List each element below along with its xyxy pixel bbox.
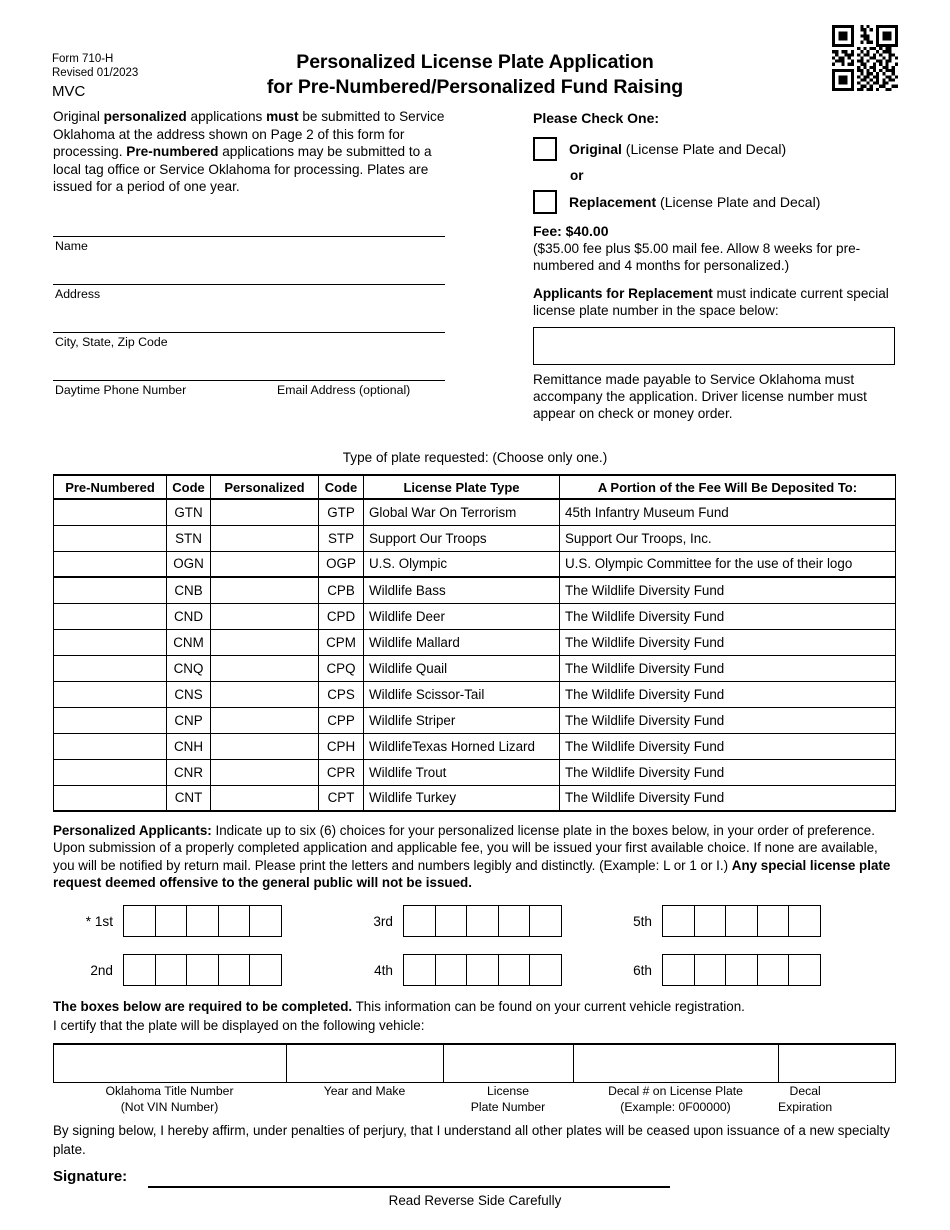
choice-label-3rd: 3rd — [373, 913, 393, 929]
caption-decal-expiration-l1: Decal — [789, 1084, 821, 1098]
choice-character-cell[interactable] — [498, 954, 531, 986]
current-plate-number-input[interactable] — [533, 327, 895, 365]
choice-character-cell[interactable] — [662, 954, 695, 986]
caption-plate-number-l1: License — [486, 1084, 529, 1098]
caption-decal-number-l2: (Example: 0F00000) — [620, 1099, 731, 1114]
cell-pre-numbered[interactable] — [54, 733, 167, 759]
replacement-option-label — [569, 194, 820, 210]
qr-code-icon — [832, 25, 898, 91]
choice-character-cell[interactable] — [155, 954, 188, 986]
cell-plate-type: Support Our Troops — [364, 525, 560, 551]
choice-character-cell[interactable] — [249, 905, 282, 937]
signature-line[interactable] — [148, 1186, 670, 1188]
choice-character-cell[interactable] — [403, 954, 436, 986]
choice-character-cell[interactable] — [662, 905, 695, 937]
cell-code-2: GTP — [319, 499, 364, 525]
original-option-bold: Original — [569, 141, 622, 157]
replacement-option-rest: (License Plate and Decal) — [656, 194, 821, 210]
cell-plate-type: Wildlife Trout — [364, 759, 560, 785]
cell-fee-deposit: The Wildlife Diversity Fund — [560, 577, 896, 603]
table-row — [54, 707, 896, 733]
page-title-line2: for Pre-Numbered/Personalized Fund Raising — [266, 76, 684, 98]
read-reverse-notice: Read Reverse Side Carefully — [388, 1193, 562, 1208]
cell-plate-type: Global War On Terrorism — [364, 499, 560, 525]
cell-personalized[interactable] — [211, 577, 319, 603]
personalized-applicants-paragraph — [53, 822, 898, 892]
choice-character-cell[interactable] — [249, 954, 282, 986]
applicant-fields — [53, 236, 445, 428]
table-row — [54, 733, 896, 759]
table-row — [54, 577, 896, 603]
cell-code-1: CNQ — [167, 655, 211, 681]
original-option-rest: (License Plate and Decal) — [621, 141, 787, 157]
cell-personalized[interactable] — [211, 551, 319, 577]
cell-pre-numbered[interactable] — [54, 707, 167, 733]
fee-label: Fee: $40.00 — [533, 223, 609, 239]
cell-plate-type: Wildlife Striper — [364, 707, 560, 733]
cell-code-2: OGP — [319, 551, 364, 577]
cell-pre-numbered[interactable] — [54, 681, 167, 707]
plate-type-table — [53, 474, 896, 812]
page-title — [160, 50, 790, 100]
title-number-input[interactable] — [54, 1044, 287, 1082]
choice-character-cell[interactable] — [466, 954, 499, 986]
cell-code-1: CND — [167, 603, 211, 629]
cell-code-1: STN — [167, 525, 211, 551]
header-personalized: Personalized — [211, 475, 319, 499]
choice-group-3rd — [343, 905, 608, 937]
vehicle-required-rest: This information can be found on your current vehicle registration. — [352, 999, 745, 1014]
original-checkbox[interactable] — [533, 137, 557, 161]
personalized-tail-bold: Any special license plate request deemed offensive to the general public will not be issued. — [53, 857, 891, 891]
choice-group-1st — [53, 905, 343, 937]
choice-character-cell[interactable] — [757, 954, 790, 986]
plate-number-input[interactable] — [444, 1044, 574, 1082]
cell-personalized[interactable] — [211, 499, 319, 525]
decal-expiration-input[interactable] — [779, 1044, 896, 1082]
choice-character-cell[interactable] — [466, 905, 499, 937]
plate-choice-boxes — [53, 905, 898, 1003]
choice-character-cell[interactable] — [155, 905, 188, 937]
vehicle-table-captions — [53, 1083, 896, 1115]
cell-personalized[interactable] — [211, 733, 319, 759]
cell-personalized[interactable] — [211, 525, 319, 551]
form-meta — [52, 52, 138, 102]
original-option-row[interactable] — [533, 137, 898, 161]
vehicle-required-paragraph — [53, 998, 898, 1035]
decal-number-input[interactable] — [574, 1044, 779, 1082]
cell-code-2: CPD — [319, 603, 364, 629]
cell-code-1: GTN — [167, 499, 211, 525]
cell-code-1: CNS — [167, 681, 211, 707]
email-address-label: Email Address (optional) — [277, 383, 411, 397]
agency-label: MVC — [52, 83, 86, 100]
cell-pre-numbered[interactable] — [54, 577, 167, 603]
caption-year-and-make — [286, 1083, 443, 1115]
replacement-notice-rest: must indicate current special license plate number in the space below: — [533, 285, 889, 319]
address-field-rule[interactable] — [53, 284, 445, 285]
caption-year-and-make-l1: Year and Make — [323, 1084, 406, 1098]
choice-label-4th: 4th — [374, 962, 393, 978]
choice-character-cell[interactable] — [529, 954, 562, 986]
daytime-phone-label: Daytime Phone Number — [55, 383, 187, 397]
table-row — [54, 629, 896, 655]
address-field-label: Address — [55, 287, 101, 301]
form-revised-date: Revised 01/2023 — [52, 67, 139, 79]
choice-character-cell[interactable] — [435, 954, 468, 986]
cell-personalized[interactable] — [211, 707, 319, 733]
choice-label-2nd: 2nd — [90, 962, 113, 978]
choice-character-cell[interactable] — [694, 905, 727, 937]
choice-label-6th: 6th — [633, 962, 652, 978]
plate-table-caption: Type of plate requested: (Choose only one.) — [342, 450, 608, 465]
cell-plate-type: Wildlife Turkey — [364, 785, 560, 811]
cell-personalized[interactable] — [211, 655, 319, 681]
table-row — [54, 525, 896, 551]
cell-fee-deposit: U.S. Olympic Committee for the use of their logo — [560, 551, 896, 577]
vehicle-required-line — [53, 998, 898, 1017]
choice-character-cell[interactable] — [725, 905, 758, 937]
choice-character-cell[interactable] — [498, 905, 531, 937]
phone-email-rule[interactable] — [53, 380, 445, 381]
choice-cells-3rd[interactable] — [403, 905, 562, 937]
check-one-panel — [533, 110, 898, 423]
choice-character-cell[interactable] — [725, 954, 758, 986]
cell-code-2: CPM — [319, 629, 364, 655]
city-state-zip-label: City, State, Zip Code — [55, 335, 168, 349]
cell-code-2: CPR — [319, 759, 364, 785]
form-number: Form 710-H — [52, 53, 114, 65]
header-code-1: Code — [167, 475, 211, 499]
choice-cells-1st[interactable] — [123, 905, 282, 937]
vehicle-info-table — [53, 1043, 896, 1083]
table-row — [54, 785, 896, 811]
choice-character-cell[interactable] — [403, 905, 436, 937]
caption-decal-number-l1: Decal # on License Plate — [608, 1084, 743, 1098]
header-pre-numbered: Pre-Numbered — [54, 475, 167, 499]
affirmation-paragraph: By signing below, I hereby affirm, under penalties of perjury, that I understand all other plates will be ceased upon issuance of a new specialty plate. — [53, 1123, 890, 1157]
cell-fee-deposit: Support Our Troops, Inc. — [560, 525, 896, 551]
choice-character-cell[interactable] — [435, 905, 468, 937]
caption-decal-number — [573, 1083, 778, 1115]
cell-fee-deposit: The Wildlife Diversity Fund — [560, 733, 896, 759]
choice-character-cell[interactable] — [788, 954, 821, 986]
caption-title-number-l2: (Not VIN Number) — [120, 1099, 219, 1114]
caption-decal-expiration-l2: Expiration — [778, 1099, 833, 1114]
cell-pre-numbered[interactable] — [54, 759, 167, 785]
cell-personalized[interactable] — [211, 759, 319, 785]
page-title-line1: Personalized License Plate Application — [296, 51, 654, 73]
choice-character-cell[interactable] — [186, 905, 219, 937]
cell-plate-type: Wildlife Mallard — [364, 629, 560, 655]
choice-group-5th — [608, 905, 821, 937]
cell-pre-numbered[interactable] — [54, 655, 167, 681]
cell-plate-type: U.S. Olympic — [364, 551, 560, 577]
plate-table-body — [54, 499, 896, 811]
choice-cells-6th[interactable] — [662, 954, 821, 986]
table-row — [54, 551, 896, 577]
cell-plate-type: Wildlife Deer — [364, 603, 560, 629]
replacement-option-bold: Replacement — [569, 194, 657, 210]
choice-character-cell[interactable] — [757, 905, 790, 937]
table-row — [54, 655, 896, 681]
caption-decal-expiration — [778, 1083, 832, 1115]
fee-detail: ($35.00 fee plus $5.00 mail fee. Allow 8 weeks for pre-numbered and 4 months for personalized.) — [533, 241, 861, 274]
original-option-label — [569, 141, 786, 157]
name-field-rule[interactable] — [53, 236, 445, 237]
cell-code-2: STP — [319, 525, 364, 551]
or-separator-label: or — [570, 168, 584, 183]
choice-cells-4th[interactable] — [403, 954, 562, 986]
personalized-body-text: Indicate up to six (6) choices for your personalized license plate in the boxes below, in your order of preference. Upon submission of a properly completed application and applicable fee, you will be issued your first available choice. If none are available, you will be notified by return mail. Please print the letters and numbers legibly and distinctly. (Example: L or 1 or I.) — [53, 823, 878, 873]
cell-plate-type: Wildlife Scissor-Tail — [364, 681, 560, 707]
choice-row-top — [53, 905, 898, 937]
choice-character-cell[interactable] — [529, 905, 562, 937]
cell-code-1: CNR — [167, 759, 211, 785]
choice-character-cell[interactable] — [186, 954, 219, 986]
remittance-notice: Remittance made payable to Service Oklahoma must accompany the application. Driver license number must appear on check or money order. — [533, 371, 867, 422]
cell-plate-type: Wildlife Bass — [364, 577, 560, 603]
cell-fee-deposit: The Wildlife Diversity Fund — [560, 655, 896, 681]
cell-fee-deposit: The Wildlife Diversity Fund — [560, 681, 896, 707]
name-field-label: Name — [55, 239, 88, 253]
cell-code-1: CNB — [167, 577, 211, 603]
choice-label-5th: 5th — [633, 913, 652, 929]
personalized-lead-bold: Personalized Applicants: — [53, 823, 212, 838]
cell-fee-deposit: 45th Infantry Museum Fund — [560, 499, 896, 525]
header-plate-type: License Plate Type — [364, 475, 560, 499]
cell-personalized[interactable] — [211, 785, 319, 811]
choice-group-2nd — [53, 954, 343, 986]
vehicle-required-bold: The boxes below are required to be completed. — [53, 999, 353, 1014]
check-one-title: Please Check One: — [533, 110, 660, 126]
header-code-2: Code — [319, 475, 364, 499]
address-field-row[interactable] — [53, 284, 445, 332]
cell-code-2: CPP — [319, 707, 364, 733]
caption-title-number — [53, 1083, 286, 1115]
cell-fee-deposit: The Wildlife Diversity Fund — [560, 759, 896, 785]
signature-label: Signature: — [53, 1168, 128, 1185]
choice-row-bottom — [53, 954, 898, 986]
phone-email-field-row[interactable] — [53, 380, 445, 428]
cell-pre-numbered[interactable] — [54, 525, 167, 551]
city-state-zip-field-row[interactable] — [53, 332, 445, 380]
cell-code-1: CNT — [167, 785, 211, 811]
cell-pre-numbered[interactable] — [54, 603, 167, 629]
choice-character-cell[interactable] — [123, 905, 156, 937]
choice-cells-5th[interactable] — [662, 905, 821, 937]
table-row — [54, 603, 896, 629]
cell-pre-numbered[interactable] — [54, 629, 167, 655]
cell-code-1: CNM — [167, 629, 211, 655]
cell-fee-deposit: The Wildlife Diversity Fund — [560, 603, 896, 629]
choice-character-cell[interactable] — [694, 954, 727, 986]
cell-pre-numbered[interactable] — [54, 499, 167, 525]
cell-code-2: CPB — [319, 577, 364, 603]
name-field-row[interactable] — [53, 236, 445, 284]
cell-pre-numbered[interactable] — [54, 551, 167, 577]
caption-plate-number — [443, 1083, 573, 1115]
header-fee-deposit: A Portion of the Fee Will Be Deposited To: — [560, 475, 896, 499]
cell-fee-deposit: The Wildlife Diversity Fund — [560, 629, 896, 655]
city-state-zip-rule[interactable] — [53, 332, 445, 333]
vehicle-certify-line: I certify that the plate will be displayed on the following vehicle: — [53, 1017, 425, 1033]
cell-pre-numbered[interactable] — [54, 785, 167, 811]
cell-personalized[interactable] — [211, 681, 319, 707]
table-row — [54, 759, 896, 785]
cell-fee-deposit: The Wildlife Diversity Fund — [560, 785, 896, 811]
cell-plate-type: WildlifeTexas Horned Lizard — [364, 733, 560, 759]
intro-paragraph: Original personalized applications must be submitted to Service Oklahoma at the address shown on Page 2 of this form for processing. Pre-numbered applications may be submitted to a local tag office or Service Oklahoma for processing. Plates are issued for a period of one year. — [53, 109, 445, 195]
cell-plate-type: Wildlife Quail — [364, 655, 560, 681]
table-row — [54, 681, 896, 707]
cell-code-1: CNP — [167, 707, 211, 733]
cell-code-2: CPQ — [319, 655, 364, 681]
choice-character-cell[interactable] — [123, 954, 156, 986]
choice-label-1st: * 1st — [85, 913, 113, 929]
cell-personalized[interactable] — [211, 629, 319, 655]
choice-character-cell[interactable] — [788, 905, 821, 937]
choice-group-6th — [608, 954, 821, 986]
choice-group-4th — [343, 954, 608, 986]
table-header-row — [54, 475, 896, 499]
caption-plate-number-l2: Plate Number — [470, 1099, 546, 1114]
vehicle-input-row — [54, 1044, 896, 1082]
cell-fee-deposit: The Wildlife Diversity Fund — [560, 707, 896, 733]
cell-code-2: CPS — [319, 681, 364, 707]
year-and-make-input[interactable] — [287, 1044, 444, 1082]
cell-code-2: CPT — [319, 785, 364, 811]
replacement-notice — [533, 285, 898, 320]
caption-title-number-l1: Oklahoma Title Number — [105, 1084, 234, 1098]
table-row — [54, 499, 896, 525]
choice-character-cell[interactable] — [218, 954, 251, 986]
cell-personalized[interactable] — [211, 603, 319, 629]
cell-code-1: CNH — [167, 733, 211, 759]
cell-code-1: OGN — [167, 551, 211, 577]
replacement-option-row[interactable] — [533, 190, 898, 214]
choice-cells-2nd[interactable] — [123, 954, 282, 986]
replacement-checkbox[interactable] — [533, 190, 557, 214]
cell-code-2: CPH — [319, 733, 364, 759]
choice-character-cell[interactable] — [218, 905, 251, 937]
replacement-notice-bold: Applicants for Replacement — [533, 285, 713, 301]
